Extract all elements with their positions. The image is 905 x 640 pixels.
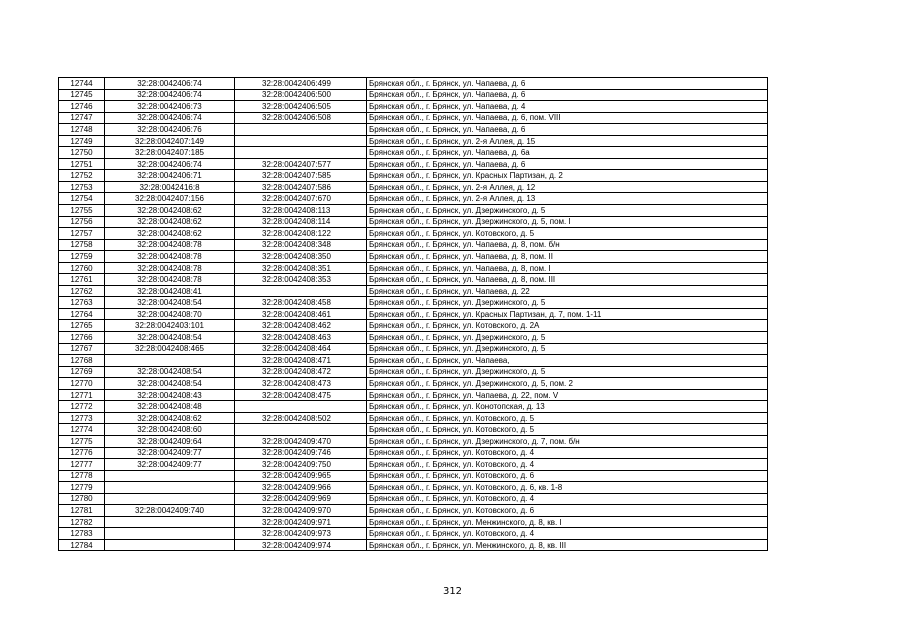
row-number-cell: 12764 (59, 308, 105, 320)
address-cell: Брянская обл., г. Брянск, ул. Котовского, д. 5 (367, 228, 768, 240)
address-cell: Брянская обл., г. Брянск, ул. Менжинского, д. 8, кв. III (367, 539, 768, 551)
address-cell: Брянская обл., г. Брянск, ул. Красных Партизан, д. 7, пом. 1-11 (367, 308, 768, 320)
object-number-cell: 32:28:0042409:971 (235, 516, 367, 528)
address-cell: Брянская обл., г. Брянск, ул. Котовского, д. 2А (367, 320, 768, 332)
parcel-number-cell: 32:28:0042408:78 (105, 274, 235, 286)
row-number-cell: 12751 (59, 158, 105, 170)
parcel-number-cell: 32:28:0042407:185 (105, 147, 235, 159)
table-row (59, 135, 768, 147)
parcel-number-cell: 32:28:0042406:76 (105, 124, 235, 136)
table-row (59, 78, 768, 90)
object-number-cell: 32:28:0042406:505 (235, 101, 367, 113)
table-row (59, 205, 768, 217)
address-cell: Брянская обл., г. Брянск, ул. Котовского, д. 6 (367, 470, 768, 482)
table-row (59, 228, 768, 240)
parcel-number-cell: 32:28:0042406:71 (105, 170, 235, 182)
table-row (59, 308, 768, 320)
table-row (59, 285, 768, 297)
object-number-cell: 32:28:0042408:463 (235, 332, 367, 344)
object-number-cell: 32:28:0042408:475 (235, 389, 367, 401)
parcel-number-cell: 32:28:0042407:156 (105, 193, 235, 205)
parcel-number-cell: 32:28:0042406:73 (105, 101, 235, 113)
table-row (59, 112, 768, 124)
table-row (59, 193, 768, 205)
object-number-cell: 32:28:0042409:966 (235, 482, 367, 494)
row-number-cell: 12766 (59, 332, 105, 344)
object-number-cell: 32:28:0042408:458 (235, 297, 367, 309)
table-row (59, 539, 768, 551)
object-number-cell (235, 147, 367, 159)
address-cell: Брянская обл., г. Брянск, ул. Чапаева, д. 8, пом. III (367, 274, 768, 286)
address-cell: Брянская обл., г. Брянск, ул. Чапаева, д. 6 (367, 78, 768, 90)
parcel-number-cell: 32:28:0042403:101 (105, 320, 235, 332)
row-number-cell: 12744 (59, 78, 105, 90)
registry-table-body (59, 78, 768, 551)
parcel-number-cell: 32:28:0042408:62 (105, 216, 235, 228)
row-number-cell: 12755 (59, 205, 105, 217)
object-number-cell (235, 285, 367, 297)
address-cell: Брянская обл., г. Брянск, ул. Чапаева, д. 6, пом. VIII (367, 112, 768, 124)
object-number-cell: 32:28:0042408:351 (235, 262, 367, 274)
address-cell: Брянская обл., г. Брянск, ул. 2-я Аллея, д. 13 (367, 193, 768, 205)
object-number-cell: 32:28:0042407:586 (235, 181, 367, 193)
object-number-cell: 32:28:0042408:461 (235, 308, 367, 320)
row-number-cell: 12754 (59, 193, 105, 205)
table-row (59, 470, 768, 482)
table-row (59, 355, 768, 367)
object-number-cell: 32:28:0042408:353 (235, 274, 367, 286)
parcel-number-cell: 32:28:0042408:62 (105, 205, 235, 217)
row-number-cell: 12778 (59, 470, 105, 482)
parcel-number-cell: 32:28:0042408:78 (105, 251, 235, 263)
parcel-number-cell: 32:28:0042408:78 (105, 262, 235, 274)
address-cell: Брянская обл., г. Брянск, ул. Дзержинского, д. 7, пом. б/н (367, 435, 768, 447)
object-number-cell: 32:28:0042408:122 (235, 228, 367, 240)
table-row (59, 251, 768, 263)
table-row (59, 262, 768, 274)
object-number-cell: 32:28:0042408:472 (235, 366, 367, 378)
object-number-cell (235, 135, 367, 147)
table-row (59, 447, 768, 459)
row-number-cell: 12752 (59, 170, 105, 182)
object-number-cell: 32:28:0042406:500 (235, 89, 367, 101)
row-number-cell: 12747 (59, 112, 105, 124)
table-row (59, 216, 768, 228)
object-number-cell (235, 424, 367, 436)
parcel-number-cell: 32:28:0042406:74 (105, 78, 235, 90)
object-number-cell: 32:28:0042408:113 (235, 205, 367, 217)
row-number-cell: 12782 (59, 516, 105, 528)
row-number-cell: 12780 (59, 493, 105, 505)
row-number-cell: 12748 (59, 124, 105, 136)
address-cell: Брянская обл., г. Брянск, ул. Чапаева, д. 6 (367, 124, 768, 136)
address-cell: Брянская обл., г. Брянск, ул. Чапаева, д. 6 (367, 89, 768, 101)
parcel-number-cell (105, 539, 235, 551)
row-number-cell: 12776 (59, 447, 105, 459)
parcel-number-cell: 32:28:0042406:74 (105, 112, 235, 124)
row-number-cell: 12767 (59, 343, 105, 355)
parcel-number-cell: 32:28:0042408:70 (105, 308, 235, 320)
address-cell: Брянская обл., г. Брянск, ул. Дзержинского, д. 5, пом. I (367, 216, 768, 228)
object-number-cell: 32:28:0042409:973 (235, 528, 367, 540)
table-row (59, 124, 768, 136)
address-cell: Брянская обл., г. Брянск, ул. Котовского, д. 4 (367, 459, 768, 471)
row-number-cell: 12784 (59, 539, 105, 551)
object-number-cell: 32:28:0042407:670 (235, 193, 367, 205)
row-number-cell: 12750 (59, 147, 105, 159)
table-row (59, 459, 768, 471)
row-number-cell: 12753 (59, 181, 105, 193)
table-row (59, 401, 768, 413)
row-number-cell: 12781 (59, 505, 105, 517)
parcel-number-cell: 32:28:0042408:48 (105, 401, 235, 413)
parcel-number-cell (105, 516, 235, 528)
row-number-cell: 12777 (59, 459, 105, 471)
address-cell: Брянская обл., г. Брянск, ул. Котовского, д. 4 (367, 528, 768, 540)
table-row (59, 389, 768, 401)
table-row (59, 332, 768, 344)
address-cell: Брянская обл., г. Брянск, ул. Дзержинского, д. 5 (367, 297, 768, 309)
parcel-number-cell: 32:28:0042409:740 (105, 505, 235, 517)
row-number-cell: 12770 (59, 378, 105, 390)
table-row (59, 147, 768, 159)
row-number-cell: 12768 (59, 355, 105, 367)
row-number-cell: 12758 (59, 239, 105, 251)
parcel-number-cell: 32:28:0042408:54 (105, 332, 235, 344)
row-number-cell: 12779 (59, 482, 105, 494)
table-row (59, 239, 768, 251)
object-number-cell: 32:28:0042408:502 (235, 412, 367, 424)
table-row (59, 101, 768, 113)
row-number-cell: 12774 (59, 424, 105, 436)
address-cell: Брянская обл., г. Брянск, ул. Чапаева, д. 22 (367, 285, 768, 297)
object-number-cell: 32:28:0042406:499 (235, 78, 367, 90)
address-cell: Брянская обл., г. Брянск, ул. Чапаева, д. 8, пом. I (367, 262, 768, 274)
object-number-cell: 32:28:0042407:577 (235, 158, 367, 170)
object-number-cell: 32:28:0042408:473 (235, 378, 367, 390)
address-cell: Брянская обл., г. Брянск, ул. Чапаева, (367, 355, 768, 367)
object-number-cell: 32:28:0042409:470 (235, 435, 367, 447)
table-row (59, 435, 768, 447)
row-number-cell: 12745 (59, 89, 105, 101)
parcel-number-cell: 32:28:0042408:465 (105, 343, 235, 355)
parcel-number-cell (105, 528, 235, 540)
table-row (59, 378, 768, 390)
parcel-number-cell: 32:28:0042408:54 (105, 378, 235, 390)
parcel-number-cell: 32:28:0042406:74 (105, 158, 235, 170)
parcel-number-cell: 32:28:0042408:41 (105, 285, 235, 297)
address-cell: Брянская обл., г. Брянск, ул. Дзержинского, д. 5 (367, 343, 768, 355)
address-cell: Брянская обл., г. Брянск, ул. Красных Партизан, д. 2 (367, 170, 768, 182)
parcel-number-cell: 32:28:0042409:77 (105, 459, 235, 471)
object-number-cell: 32:28:0042408:348 (235, 239, 367, 251)
address-cell: Брянская обл., г. Брянск, ул. Чапаева, д. 8, пом. б/н (367, 239, 768, 251)
row-number-cell: 12783 (59, 528, 105, 540)
address-cell: Брянская обл., г. Брянск, ул. Дзержинского, д. 5 (367, 205, 768, 217)
row-number-cell: 12773 (59, 412, 105, 424)
table-row (59, 170, 768, 182)
row-number-cell: 12769 (59, 366, 105, 378)
table-row (59, 274, 768, 286)
address-cell: Брянская обл., г. Брянск, ул. Чапаева, д. 6 (367, 158, 768, 170)
row-number-cell: 12749 (59, 135, 105, 147)
table-row (59, 482, 768, 494)
address-cell: Брянская обл., г. Брянск, ул. Котовского, д. 4 (367, 493, 768, 505)
address-cell: Брянская обл., г. Брянск, ул. Котовского, д. 5 (367, 412, 768, 424)
parcel-number-cell: 32:28:0042408:60 (105, 424, 235, 436)
table-row (59, 412, 768, 424)
table-row (59, 493, 768, 505)
address-cell: Брянская обл., г. Брянск, ул. Чапаева, д. 22, пом. V (367, 389, 768, 401)
object-number-cell: 32:28:0042409:965 (235, 470, 367, 482)
object-number-cell: 32:28:0042408:350 (235, 251, 367, 263)
address-cell: Брянская обл., г. Брянск, ул. Котовского, д. 6 (367, 505, 768, 517)
address-cell: Брянская обл., г. Брянск, ул. Котовского, д. 6, кв. 1-8 (367, 482, 768, 494)
row-number-cell: 12772 (59, 401, 105, 413)
address-cell: Брянская обл., г. Брянск, ул. Чапаева, д. 4 (367, 101, 768, 113)
registry-table (58, 77, 768, 551)
address-cell: Брянская обл., г. Брянск, ул. Дзержинского, д. 5 (367, 332, 768, 344)
object-number-cell: 32:28:0042408:471 (235, 355, 367, 367)
table-row (59, 343, 768, 355)
row-number-cell: 12757 (59, 228, 105, 240)
table-row (59, 181, 768, 193)
address-cell: Брянская обл., г. Брянск, ул. Чапаева, д. 8, пом. II (367, 251, 768, 263)
table-row (59, 366, 768, 378)
row-number-cell: 12760 (59, 262, 105, 274)
row-number-cell: 12746 (59, 101, 105, 113)
object-number-cell: 32:28:0042406:508 (235, 112, 367, 124)
table-row (59, 528, 768, 540)
page-number: 312 (442, 586, 463, 597)
parcel-number-cell: 32:28:0042408:43 (105, 389, 235, 401)
object-number-cell: 32:28:0042409:746 (235, 447, 367, 459)
parcel-number-cell: 32:28:0042406:74 (105, 89, 235, 101)
row-number-cell: 12775 (59, 435, 105, 447)
row-number-cell: 12771 (59, 389, 105, 401)
table-row (59, 158, 768, 170)
parcel-number-cell: 32:28:0042408:62 (105, 228, 235, 240)
table-row (59, 424, 768, 436)
object-number-cell (235, 124, 367, 136)
address-cell: Брянская обл., г. Брянск, ул. Дзержинского, д. 5 (367, 366, 768, 378)
address-cell: Брянская обл., г. Брянск, ул. Конотопская, д. 13 (367, 401, 768, 413)
object-number-cell (235, 401, 367, 413)
parcel-number-cell: 32:28:0042416:8 (105, 181, 235, 193)
table-row (59, 297, 768, 309)
address-cell: Брянская обл., г. Брянск, ул. Дзержинского, д. 5, пом. 2 (367, 378, 768, 390)
address-cell: Брянская обл., г. Брянск, ул. Котовского, д. 5 (367, 424, 768, 436)
object-number-cell: 32:28:0042409:750 (235, 459, 367, 471)
object-number-cell: 32:28:0042408:462 (235, 320, 367, 332)
table-row (59, 89, 768, 101)
parcel-number-cell (105, 482, 235, 494)
row-number-cell: 12756 (59, 216, 105, 228)
object-number-cell: 32:28:0042408:464 (235, 343, 367, 355)
object-number-cell: 32:28:0042407:585 (235, 170, 367, 182)
parcel-number-cell (105, 470, 235, 482)
table-row (59, 505, 768, 517)
object-number-cell: 32:28:0042409:970 (235, 505, 367, 517)
parcel-number-cell: 32:28:0042407:149 (105, 135, 235, 147)
object-number-cell: 32:28:0042409:974 (235, 539, 367, 551)
row-number-cell: 12763 (59, 297, 105, 309)
parcel-number-cell: 32:28:0042408:54 (105, 297, 235, 309)
row-number-cell: 12765 (59, 320, 105, 332)
parcel-number-cell: 32:28:0042408:78 (105, 239, 235, 251)
parcel-number-cell: 32:28:0042409:77 (105, 447, 235, 459)
parcel-number-cell (105, 493, 235, 505)
table-row (59, 320, 768, 332)
address-cell: Брянская обл., г. Брянск, ул. Менжинского, д. 8, кв. I (367, 516, 768, 528)
table-row (59, 516, 768, 528)
object-number-cell: 32:28:0042408:114 (235, 216, 367, 228)
parcel-number-cell: 32:28:0042409:64 (105, 435, 235, 447)
address-cell: Брянская обл., г. Брянск, ул. Чапаева, д. 6а (367, 147, 768, 159)
parcel-number-cell: 32:28:0042408:54 (105, 366, 235, 378)
object-number-cell: 32:28:0042409:969 (235, 493, 367, 505)
parcel-number-cell (105, 355, 235, 367)
address-cell: Брянская обл., г. Брянск, ул. 2-я Аллея, д. 12 (367, 181, 768, 193)
row-number-cell: 12762 (59, 285, 105, 297)
row-number-cell: 12761 (59, 274, 105, 286)
parcel-number-cell: 32:28:0042408:62 (105, 412, 235, 424)
address-cell: Брянская обл., г. Брянск, ул. 2-я Аллея, д. 15 (367, 135, 768, 147)
row-number-cell: 12759 (59, 251, 105, 263)
address-cell: Брянская обл., г. Брянск, ул. Котовского, д. 4 (367, 447, 768, 459)
